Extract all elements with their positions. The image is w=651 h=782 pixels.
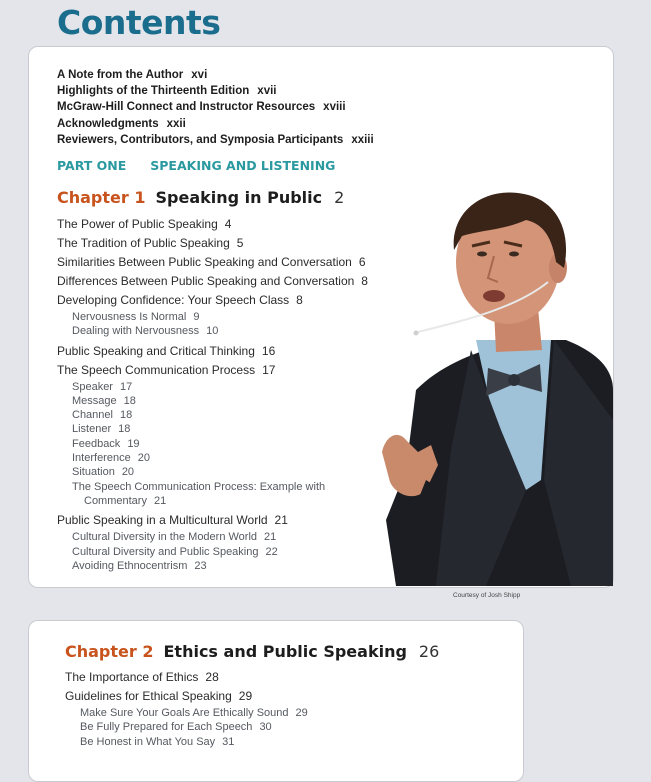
part-title: SPEAKING AND LISTENING [150, 158, 336, 173]
speaker-photo [376, 190, 613, 586]
toc-subentry[interactable]: Speaker 17 [72, 380, 133, 393]
chapter-title: Ethics and Public Speaking [163, 642, 407, 661]
toc-subentry[interactable]: Cultural Diversity and Public Speaking 22 [72, 545, 278, 558]
toc-subentry[interactable]: Dealing with Nervousness 10 [72, 325, 219, 338]
front-matter-list [57, 67, 374, 148]
toc-entry[interactable]: The Speech Communication Process 17 [57, 362, 276, 377]
toc-subentry[interactable]: Listener 18 [72, 423, 131, 436]
toc-entry[interactable]: Differences Between Public Speaking and Conversation 8 [57, 274, 368, 288]
toc-subentry[interactable]: Cultural Diversity in the Modern World 21 [72, 531, 277, 544]
chapter-number: Chapter 1 [57, 188, 146, 207]
toc-subentry[interactable]: The Speech Communication Process: Example with [72, 480, 326, 493]
toc-entry[interactable]: The Tradition of Public Speaking 5 [57, 236, 244, 250]
toc-entry[interactable]: Developing Confidence: Your Speech Class 8 [57, 293, 303, 307]
toc-subentry[interactable]: Be Honest in What You Say 31 [80, 735, 235, 748]
toc-subentry-continued[interactable]: Commentary 21 [84, 494, 167, 507]
toc-subentry[interactable]: Make Sure Your Goals Are Ethically Sound 29 [80, 707, 308, 719]
toc-subentry[interactable]: Message 18 [72, 394, 136, 407]
front-matter-item[interactable]: Reviewers, Contributors, and Symposia Participants xxiii [57, 133, 374, 146]
toc-subentry[interactable]: Situation 20 [72, 466, 135, 479]
chapter-page: 2 [334, 188, 345, 207]
page-title: Contents [57, 3, 221, 42]
toc-subentry[interactable]: Be Fully Prepared for Each Speech 30 [80, 721, 272, 734]
toc-subentry[interactable]: Avoiding Ethnocentrism 23 [72, 559, 207, 572]
toc-entry[interactable]: The Power of Public Speaking 4 [57, 217, 232, 231]
toc-subentry[interactable]: Nervousness Is Normal 9 [72, 311, 200, 323]
toc-subentry[interactable]: Feedback 19 [72, 437, 140, 450]
chapter-1-toc [57, 215, 368, 573]
chapter-page: 26 [418, 642, 440, 661]
chapter-title: Speaking in Public [155, 188, 323, 207]
toc-entry[interactable]: The Importance of Ethics 28 [65, 670, 219, 684]
front-matter-item[interactable]: McGraw-Hill Connect and Instructor Resources xviii [57, 101, 346, 114]
toc-subentry[interactable]: Interference 20 [72, 452, 150, 465]
toc-entry[interactable]: Public Speaking in a Multicultural World 21 [57, 513, 288, 528]
photo-credit: Courtesy of Josh Shipp [453, 592, 521, 599]
toc-subentry[interactable]: Channel 18 [72, 409, 133, 422]
front-matter-item[interactable]: A Note from the Author xvi [57, 69, 208, 81]
contents-card-chapter-2 [28, 620, 524, 782]
part-label: PART ONE [57, 158, 127, 173]
toc-entry[interactable]: Guidelines for Ethical Speaking 29 [65, 689, 253, 703]
chapter-2-toc [65, 668, 308, 749]
part-heading [57, 158, 335, 173]
chapter-number: Chapter 2 [65, 642, 154, 661]
chapter-1-heading[interactable] [57, 188, 344, 207]
front-matter-item[interactable]: Acknowledgments xxii [57, 117, 186, 130]
chapter-2-heading[interactable] [65, 642, 439, 661]
front-matter-item[interactable]: Highlights of the Thirteenth Edition xvii [57, 85, 277, 98]
toc-entry[interactable]: Similarities Between Public Speaking and Conversation 6 [57, 255, 366, 269]
toc-entry[interactable]: Public Speaking and Critical Thinking 16 [57, 343, 276, 358]
